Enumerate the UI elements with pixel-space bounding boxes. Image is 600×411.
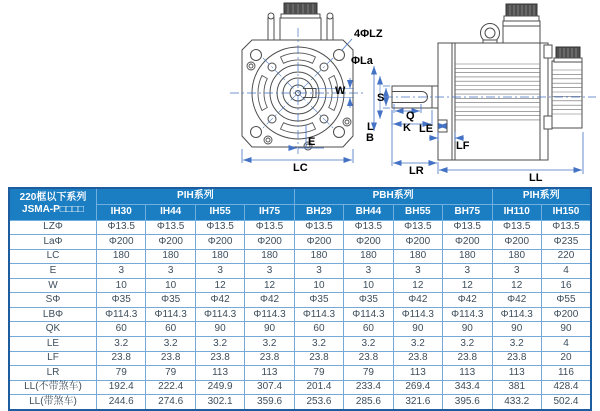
- row-label: LL(带煞车): [9, 395, 97, 410]
- spec-cell: Φ200: [393, 235, 442, 250]
- row-label: LL(不带煞车): [9, 380, 97, 395]
- spec-row: [9, 235, 591, 250]
- row-label: SΦ: [9, 293, 97, 308]
- spec-cell: Φ200: [492, 235, 541, 250]
- group-header-pih2: PIH系列: [492, 188, 591, 204]
- spec-cell: 113: [492, 366, 541, 381]
- spec-cell: 343.4: [443, 380, 492, 395]
- spec-cell: Φ13.5: [393, 220, 442, 235]
- spec-row: [9, 293, 591, 308]
- spec-cell: Φ235: [541, 235, 591, 250]
- column-header: IH44: [146, 204, 195, 220]
- spec-cell: 12: [393, 278, 442, 293]
- spec-cell: 23.8: [443, 351, 492, 366]
- spec-cell: 10: [294, 278, 343, 293]
- spec-cell: 253.6: [294, 395, 343, 410]
- spec-cell: 23.8: [393, 351, 442, 366]
- spec-cell: 12: [492, 278, 541, 293]
- spec-cell: 79: [146, 366, 195, 381]
- spec-cell: 10: [97, 278, 146, 293]
- spec-cell: 3.2: [195, 337, 244, 352]
- row-label: LR: [9, 366, 97, 381]
- spec-cell: Φ200: [195, 235, 244, 250]
- spec-cell: 113: [393, 366, 442, 381]
- row-label: LC: [9, 249, 97, 264]
- spec-cell: 307.4: [245, 380, 294, 395]
- spec-cell: Φ200: [294, 235, 343, 250]
- spec-cell: Φ200: [443, 235, 492, 250]
- spec-cell: Φ200: [344, 235, 393, 250]
- spec-cell: 60: [294, 322, 343, 337]
- spec-cell: Φ42: [443, 293, 492, 308]
- spec-cell: 381: [492, 380, 541, 395]
- dim-label-e: E: [308, 136, 316, 148]
- column-header: BH55: [393, 204, 442, 220]
- dim-label-lr: LR: [409, 165, 424, 177]
- spec-cell: 3: [294, 264, 343, 279]
- column-header: IH55: [195, 204, 244, 220]
- spec-cell: Φ200: [97, 235, 146, 250]
- spec-cell: Φ13.5: [541, 220, 591, 235]
- spec-cell: 3: [195, 264, 244, 279]
- spec-cell: 3.2: [344, 337, 393, 352]
- spec-cell: 20: [541, 351, 591, 366]
- dim-label-lc: LC: [293, 162, 308, 174]
- spec-cell: 3.2: [146, 337, 195, 352]
- front-view-drawing: [242, 3, 353, 150]
- side-view-drawing: [392, 4, 582, 160]
- spec-cell: 23.8: [344, 351, 393, 366]
- dim-label-le: LE: [419, 123, 434, 135]
- column-header-row: [9, 204, 591, 220]
- dim-label-s: S: [377, 92, 385, 104]
- spec-cell: 302.1: [195, 395, 244, 410]
- row-label: LBΦ: [9, 307, 97, 322]
- spec-cell: Φ114.3: [443, 307, 492, 322]
- spec-cell: 79: [344, 366, 393, 381]
- spec-cell: 274.6: [146, 395, 195, 410]
- spec-cell: 222.4: [146, 380, 195, 395]
- spec-cell: 180: [195, 249, 244, 264]
- spec-cell: 180: [344, 249, 393, 264]
- spec-row: [9, 322, 591, 337]
- spec-cell: 220: [541, 249, 591, 264]
- spec-row: [9, 366, 591, 381]
- spec-row: [9, 249, 591, 264]
- spec-cell: 180: [245, 249, 294, 264]
- spec-cell: 192.4: [97, 380, 146, 395]
- spec-cell: 60: [146, 322, 195, 337]
- spec-cell: Φ114.3: [195, 307, 244, 322]
- spec-cell: 180: [393, 249, 442, 264]
- row-label: LZΦ: [9, 220, 97, 235]
- spec-cell: 285.6: [344, 395, 393, 410]
- column-header: BH44: [344, 204, 393, 220]
- spec-cell: Φ114.3: [245, 307, 294, 322]
- column-header: IH75: [245, 204, 294, 220]
- spec-cell: Φ35: [146, 293, 195, 308]
- spec-cell: 269.4: [393, 380, 442, 395]
- side-top-connector-icon: [503, 4, 540, 43]
- spec-cell: 10: [146, 278, 195, 293]
- spec-cell: 12: [443, 278, 492, 293]
- spec-cell: 201.4: [294, 380, 343, 395]
- spec-cell: 12: [245, 278, 294, 293]
- spec-cell: 23.8: [294, 351, 343, 366]
- spec-cell: 113: [245, 366, 294, 381]
- spec-cell: Φ13.5: [195, 220, 244, 235]
- spec-row: [9, 395, 591, 410]
- dim-label-ll: LL: [529, 172, 543, 184]
- spec-cell: 90: [443, 322, 492, 337]
- spec-cell: 3: [245, 264, 294, 279]
- spec-row: [9, 220, 591, 235]
- dim-label-lf: LF: [456, 140, 470, 152]
- spec-cell: 23.8: [245, 351, 294, 366]
- spec-cell: 428.4: [541, 380, 591, 395]
- spec-cell: Φ114.3: [146, 307, 195, 322]
- spec-cell: 60: [344, 322, 393, 337]
- series-header-line2: JSMA-P□□□□: [22, 204, 84, 216]
- spec-cell: 3.2: [245, 337, 294, 352]
- group-header-row: [9, 188, 591, 204]
- spec-cell: Φ13.5: [294, 220, 343, 235]
- column-header: IH110: [492, 204, 541, 220]
- row-label: E: [9, 264, 97, 279]
- spec-cell: Φ114.3: [344, 307, 393, 322]
- spec-cell: 90: [393, 322, 442, 337]
- spec-cell: 3: [393, 264, 442, 279]
- row-label: LF: [9, 351, 97, 366]
- spec-cell: 60: [97, 322, 146, 337]
- spec-cell: 244.6: [97, 395, 146, 410]
- spec-table: [8, 187, 592, 411]
- spec-cell: Φ42: [195, 293, 244, 308]
- spec-cell: 3.2: [97, 337, 146, 352]
- spec-cell: 16: [541, 278, 591, 293]
- spec-cell: Φ114.3: [294, 307, 343, 322]
- spec-cell: 180: [97, 249, 146, 264]
- spec-cell: 180: [492, 249, 541, 264]
- row-label: QK: [9, 322, 97, 337]
- spec-cell: Φ13.5: [492, 220, 541, 235]
- spec-cell: 23.8: [97, 351, 146, 366]
- rear-housing: [552, 61, 582, 128]
- spec-row: [9, 351, 591, 366]
- spec-cell: 90: [195, 322, 244, 337]
- spec-cell: 116: [541, 366, 591, 381]
- spec-cell: Φ13.5: [344, 220, 393, 235]
- dim-label-lz: 4ΦLZ: [354, 28, 383, 40]
- spec-cell: 233.4: [344, 380, 393, 395]
- spec-cell: 502.4: [541, 395, 591, 410]
- column-header: IH150: [541, 204, 591, 220]
- spec-cell: 3: [146, 264, 195, 279]
- spec-cell: 90: [541, 322, 591, 337]
- spec-cell: 3: [97, 264, 146, 279]
- spec-cell: Φ200: [146, 235, 195, 250]
- spec-cell: 3.2: [393, 337, 442, 352]
- group-header-pih: PIH系列: [97, 188, 295, 204]
- column-header: BH29: [294, 204, 343, 220]
- spec-cell: 113: [443, 366, 492, 381]
- spec-cell: 3: [492, 264, 541, 279]
- spec-cell: Φ13.5: [146, 220, 195, 235]
- spec-cell: 3: [443, 264, 492, 279]
- spec-cell: 433.2: [492, 395, 541, 410]
- spec-cell: 12: [195, 278, 244, 293]
- group-header-pbh: PBH系列: [294, 188, 492, 204]
- spec-cell: Φ114.3: [97, 307, 146, 322]
- spec-cell: 249.9: [195, 380, 244, 395]
- spec-row: [9, 264, 591, 279]
- spec-cell: 79: [294, 366, 343, 381]
- spec-cell: 4: [541, 264, 591, 279]
- spec-cell: 180: [294, 249, 343, 264]
- spec-cell: 180: [146, 249, 195, 264]
- spec-cell: Φ42: [492, 293, 541, 308]
- column-header: IH30: [97, 204, 146, 220]
- spec-table-head: [9, 188, 591, 220]
- spec-cell: Φ35: [294, 293, 343, 308]
- spec-cell: 3.2: [492, 337, 541, 352]
- spec-cell: Φ35: [97, 293, 146, 308]
- spec-cell: 321.6: [393, 395, 442, 410]
- spec-cell: Φ42: [393, 293, 442, 308]
- spec-cell: Φ42: [245, 293, 294, 308]
- spec-cell: 90: [245, 322, 294, 337]
- spec-cell: Φ114.3: [492, 307, 541, 322]
- rear-connector-icon: [554, 47, 582, 62]
- spec-cell: Φ35: [344, 293, 393, 308]
- technical-drawing: [0, 0, 600, 187]
- spec-cell: Φ200: [245, 235, 294, 250]
- spec-cell: Φ13.5: [245, 220, 294, 235]
- dim-label-l: L: [367, 121, 374, 133]
- spec-cell: 4: [541, 337, 591, 352]
- spec-cell: Φ13.5: [443, 220, 492, 235]
- spec-row: [9, 307, 591, 322]
- spec-cell: 395.6: [443, 395, 492, 410]
- spec-cell: 10: [344, 278, 393, 293]
- column-header: BH75: [443, 204, 492, 220]
- spec-cell: Φ55: [541, 293, 591, 308]
- spec-cell: 359.6: [245, 395, 294, 410]
- spec-cell: 113: [195, 366, 244, 381]
- spec-cell: 79: [97, 366, 146, 381]
- row-label: LE: [9, 337, 97, 352]
- spec-table-body: [9, 220, 591, 410]
- dim-label-la: ΦLa: [351, 55, 373, 67]
- spec-cell: 3.2: [443, 337, 492, 352]
- dim-label-b: B: [366, 132, 374, 144]
- spec-cell: 3.2: [294, 337, 343, 352]
- dim-label-w: W: [335, 85, 346, 97]
- dim-label-q: Q: [406, 110, 415, 122]
- spec-row: [9, 337, 591, 352]
- spec-cell: 23.8: [195, 351, 244, 366]
- spec-cell: 23.8: [492, 351, 541, 366]
- spec-cell: 23.8: [146, 351, 195, 366]
- row-label: LaΦ: [9, 235, 97, 250]
- spec-row: [9, 278, 591, 293]
- spec-cell: Φ200: [541, 307, 591, 322]
- spec-cell: Φ114.3: [393, 307, 442, 322]
- spec-cell: 90: [492, 322, 541, 337]
- spec-row: [9, 380, 591, 395]
- row-label: W: [9, 278, 97, 293]
- spec-cell: Φ13.5: [97, 220, 146, 235]
- series-header-line1: 220框以下系列: [19, 192, 87, 204]
- spec-cell: 180: [443, 249, 492, 264]
- dim-label-k: K: [403, 122, 411, 134]
- spec-cell: 3: [344, 264, 393, 279]
- series-model-header: [9, 188, 97, 220]
- front-connector-icon: [268, 3, 333, 40]
